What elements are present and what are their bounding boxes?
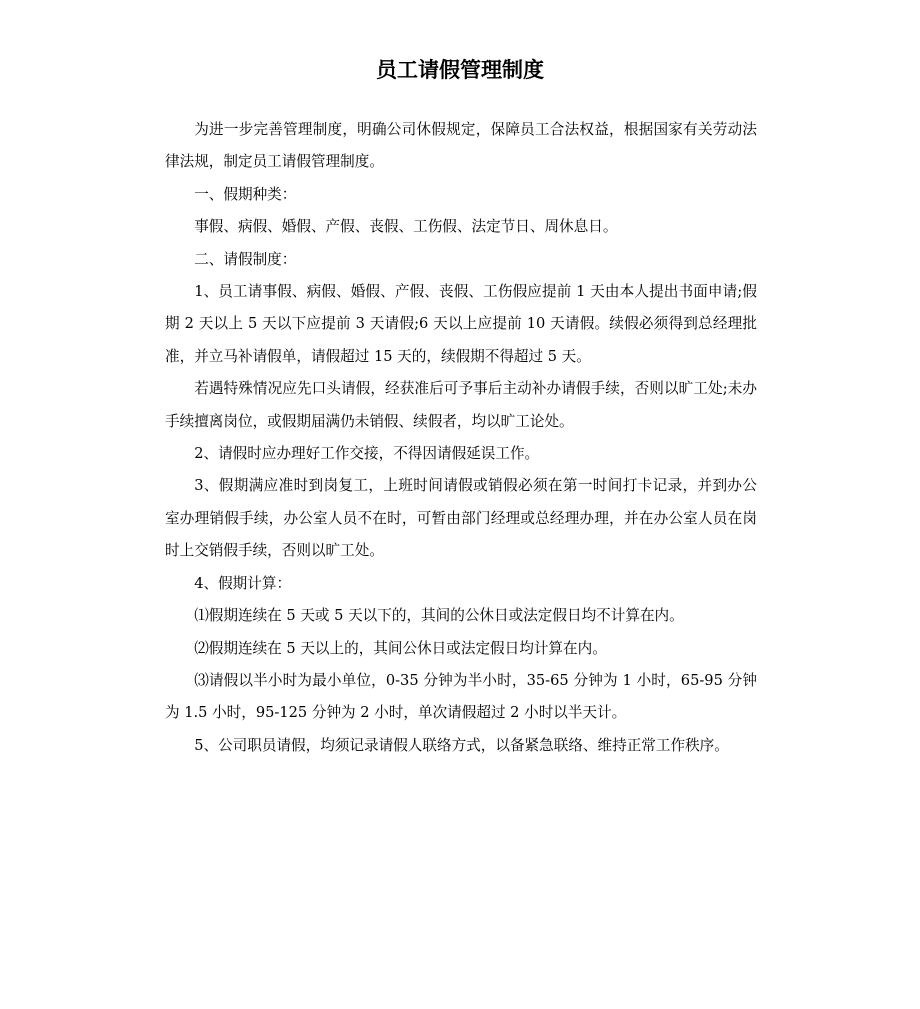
paragraph-rule-4-item-2: ⑵假期连续在 5 天以上的，其间公休日或法定假日均计算在内。 bbox=[194, 639, 607, 657]
page-title: 员工请假管理制度 bbox=[376, 58, 544, 82]
document-body bbox=[165, 114, 757, 762]
paragraph-rule-1: 1、员工请事假、病假、婚假、产假、丧假、工伤假应提前 1 天由本人提出书面申请;假期 2 天以上 5 天以下应提前 3 天请假;6 天以上应提前 10 天请假。续假必须得到总经理批准，并立马补请假单，请假超过 15 天的，续假期不得超过 5 天。 bbox=[165, 283, 757, 365]
paragraph-rule-5: 5、公司职员请假，均须记录请假人联络方式，以备紧急联络、维持正常工作秩序。 bbox=[194, 736, 729, 754]
paragraph-intro: 为进一步完善管理制度，明确公司休假规定，保障员工合法权益，根据国家有关劳动法律法规，制定员工请假管理制度。 bbox=[165, 121, 757, 171]
paragraph-rule-2: 2、请假时应办理好工作交接，不得因请假延误工作。 bbox=[194, 445, 540, 463]
paragraph-rule-4-item-1: ⑴假期连续在 5 天或 5 天以下的，其间的公休日或法定假日均不计算在内。 bbox=[194, 607, 684, 625]
section-heading-leave-types: 一、假期种类： bbox=[194, 185, 297, 203]
paragraph-rule-4-heading: 4、假期计算： bbox=[194, 574, 292, 592]
section-heading-leave-rules: 二、请假制度： bbox=[194, 250, 297, 268]
paragraph-rule-4-item-3: ⑶请假以半小时为最小单位，0-35 分钟为半小时，35-65 分钟为 1 小时，65-95 分钟为 1.5 小时，95-125 分钟为 2 小时，单次请假超过 2 小时以半天计。 bbox=[165, 671, 757, 722]
paragraph-rule-3: 3、假期满应准时到岗复工，上班时间请假或销假必须在第一时间打卡记录，并到办公室办理销假手续，办公室人员不在时，可暂由部门经理或总经理办理，并在办公室人员在岗时上交销假手续，否则以旷工处。 bbox=[165, 477, 757, 560]
paragraph-leave-types: 事假、病假、婚假、产假、丧假、工伤假、法定节日、周休息日。 bbox=[194, 218, 618, 236]
paragraph-rule-1-special: 若遇特殊情况应先口头请假，经获准后可予事后主动补办请假手续，否则以旷工处;未办手续擅离岗位，或假期届满仍未销假、续假者，均以旷工论处。 bbox=[165, 380, 757, 430]
